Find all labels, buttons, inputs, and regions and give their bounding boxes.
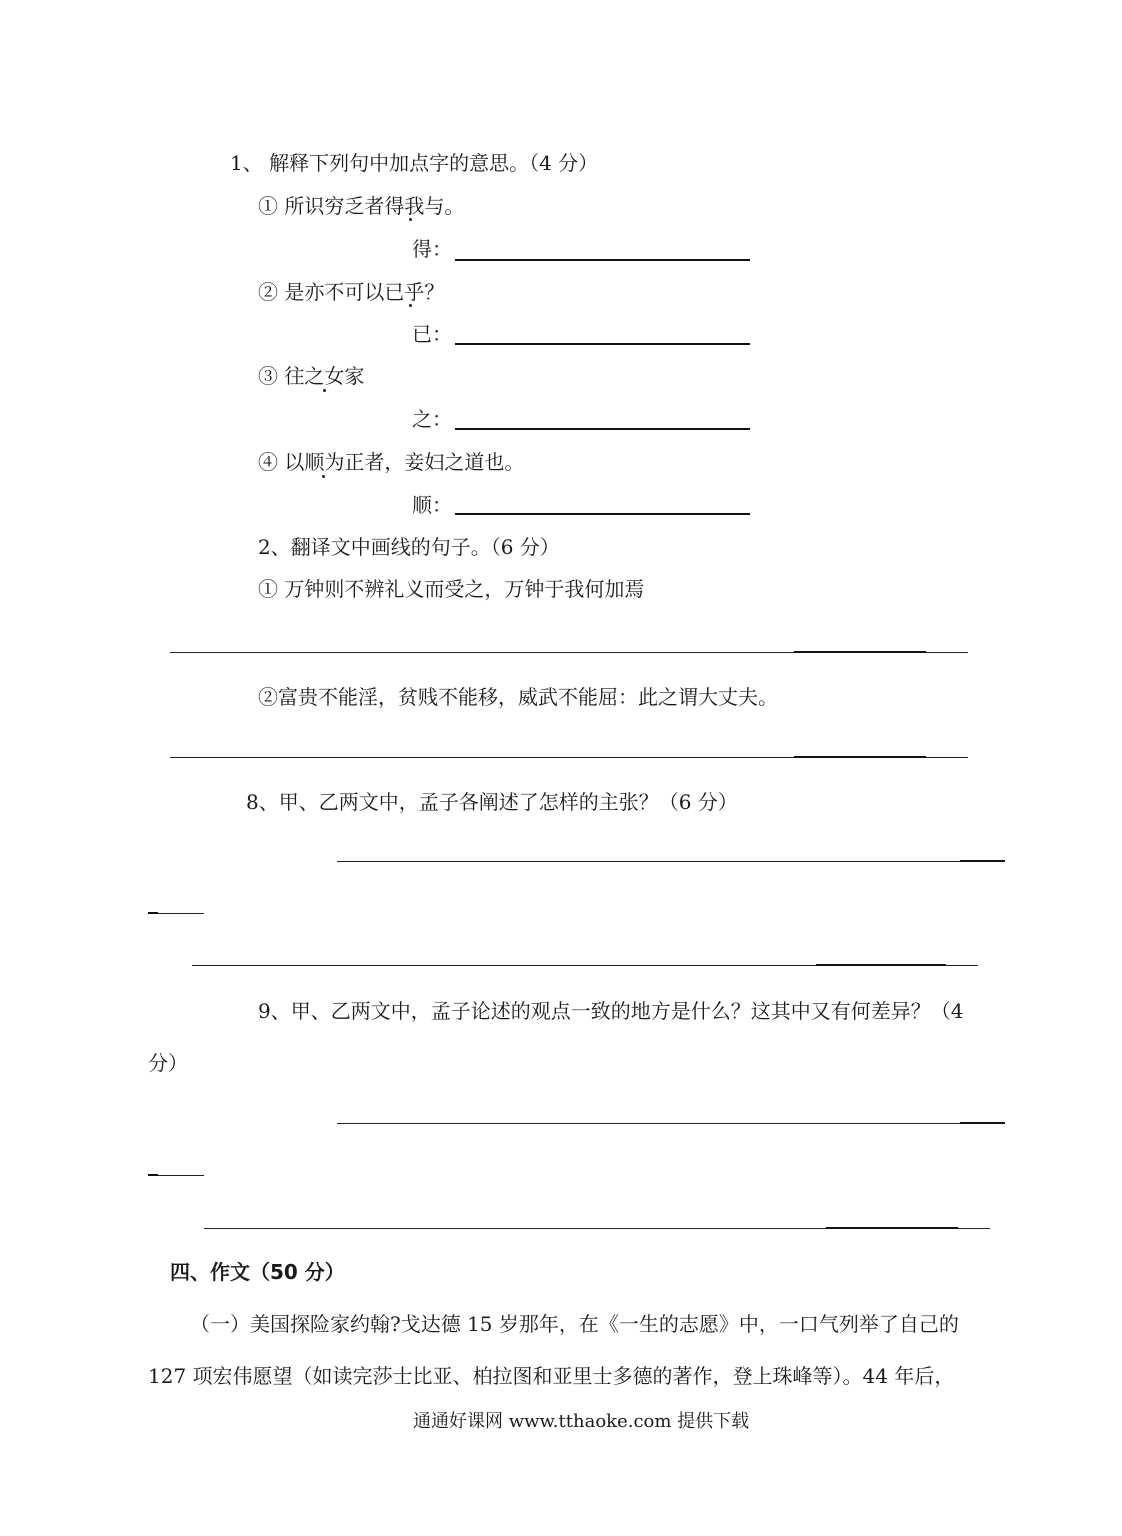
essay-paragraph-line1: （一）美国探险家约翰?戈达德 15 岁那年，在《一生的志愿》中，一口气列举了自己的: [190, 1312, 959, 1336]
answer-line-accent: [826, 1227, 958, 1229]
q2-item-1: ① 万钟则不辨礼义而受之，万钟于我何加焉: [258, 577, 645, 601]
emphasis-dot: [322, 475, 325, 478]
emphasis-dot: [409, 218, 412, 221]
emphasis-dot: [409, 304, 412, 307]
answer-line[interactable]: [455, 513, 750, 515]
answer-line-accent: [148, 912, 158, 914]
answer-line-accent: [148, 1174, 158, 1176]
q1-item-1-label: 得：: [412, 237, 452, 261]
essay-paragraph-line2: 127 项宏伟愿望（如读完莎士比亚、柏拉图和亚里士多德的著作，登上珠峰等）。44 年后，: [148, 1364, 955, 1388]
answer-line[interactable]: [455, 428, 750, 430]
answer-line-accent: [794, 651, 926, 653]
answer-line[interactable]: [337, 1123, 1005, 1124]
q8-title: 8、甲、乙两文中，孟子各阐述了怎样的主张？（6 分）: [246, 790, 738, 814]
answer-line[interactable]: [455, 259, 750, 261]
q1-item-2-label: 已：: [412, 322, 452, 346]
q9-title-line2: 分）: [148, 1051, 188, 1075]
q1-item-3-sentence: ③ 往之女家: [258, 364, 365, 388]
answer-line[interactable]: [337, 861, 1005, 862]
footer-text: 通通好课网 www.tthaoke.com 提供下载: [413, 1411, 750, 1432]
q9-title-line1: 9、甲、乙两文中，孟子论述的观点一致的地方是什么？这其中又有何差异？（4: [258, 999, 964, 1023]
answer-line-accent: [960, 860, 1005, 862]
answer-line-accent: [816, 964, 946, 966]
answer-line-accent: [960, 1122, 1005, 1124]
q2-item-2: ②富贵不能淫，贫贱不能移，威武不能屈：此之谓大丈夫。: [258, 685, 778, 709]
q1-title: 1、 解释下列句中加点字的意思。（4 分）: [230, 151, 599, 175]
answer-line-accent: [794, 756, 926, 758]
q1-item-4-sentence: ④ 以顺为正者，妾妇之道也。: [258, 450, 525, 474]
emphasis-dot: [323, 389, 326, 392]
q1-item-2-sentence: ② 是亦不可以已乎？: [258, 280, 445, 304]
q2-title: 2、翻译文中画线的句子。（6 分）: [258, 535, 560, 559]
answer-line[interactable]: [455, 343, 750, 345]
q1-item-1-sentence: ① 所识穷乏者得我与。: [258, 194, 465, 218]
q1-item-3-label: 之：: [412, 407, 452, 431]
section-heading: 四、作文（50 分）: [170, 1260, 345, 1284]
q1-item-4-label: 顺：: [412, 493, 452, 517]
